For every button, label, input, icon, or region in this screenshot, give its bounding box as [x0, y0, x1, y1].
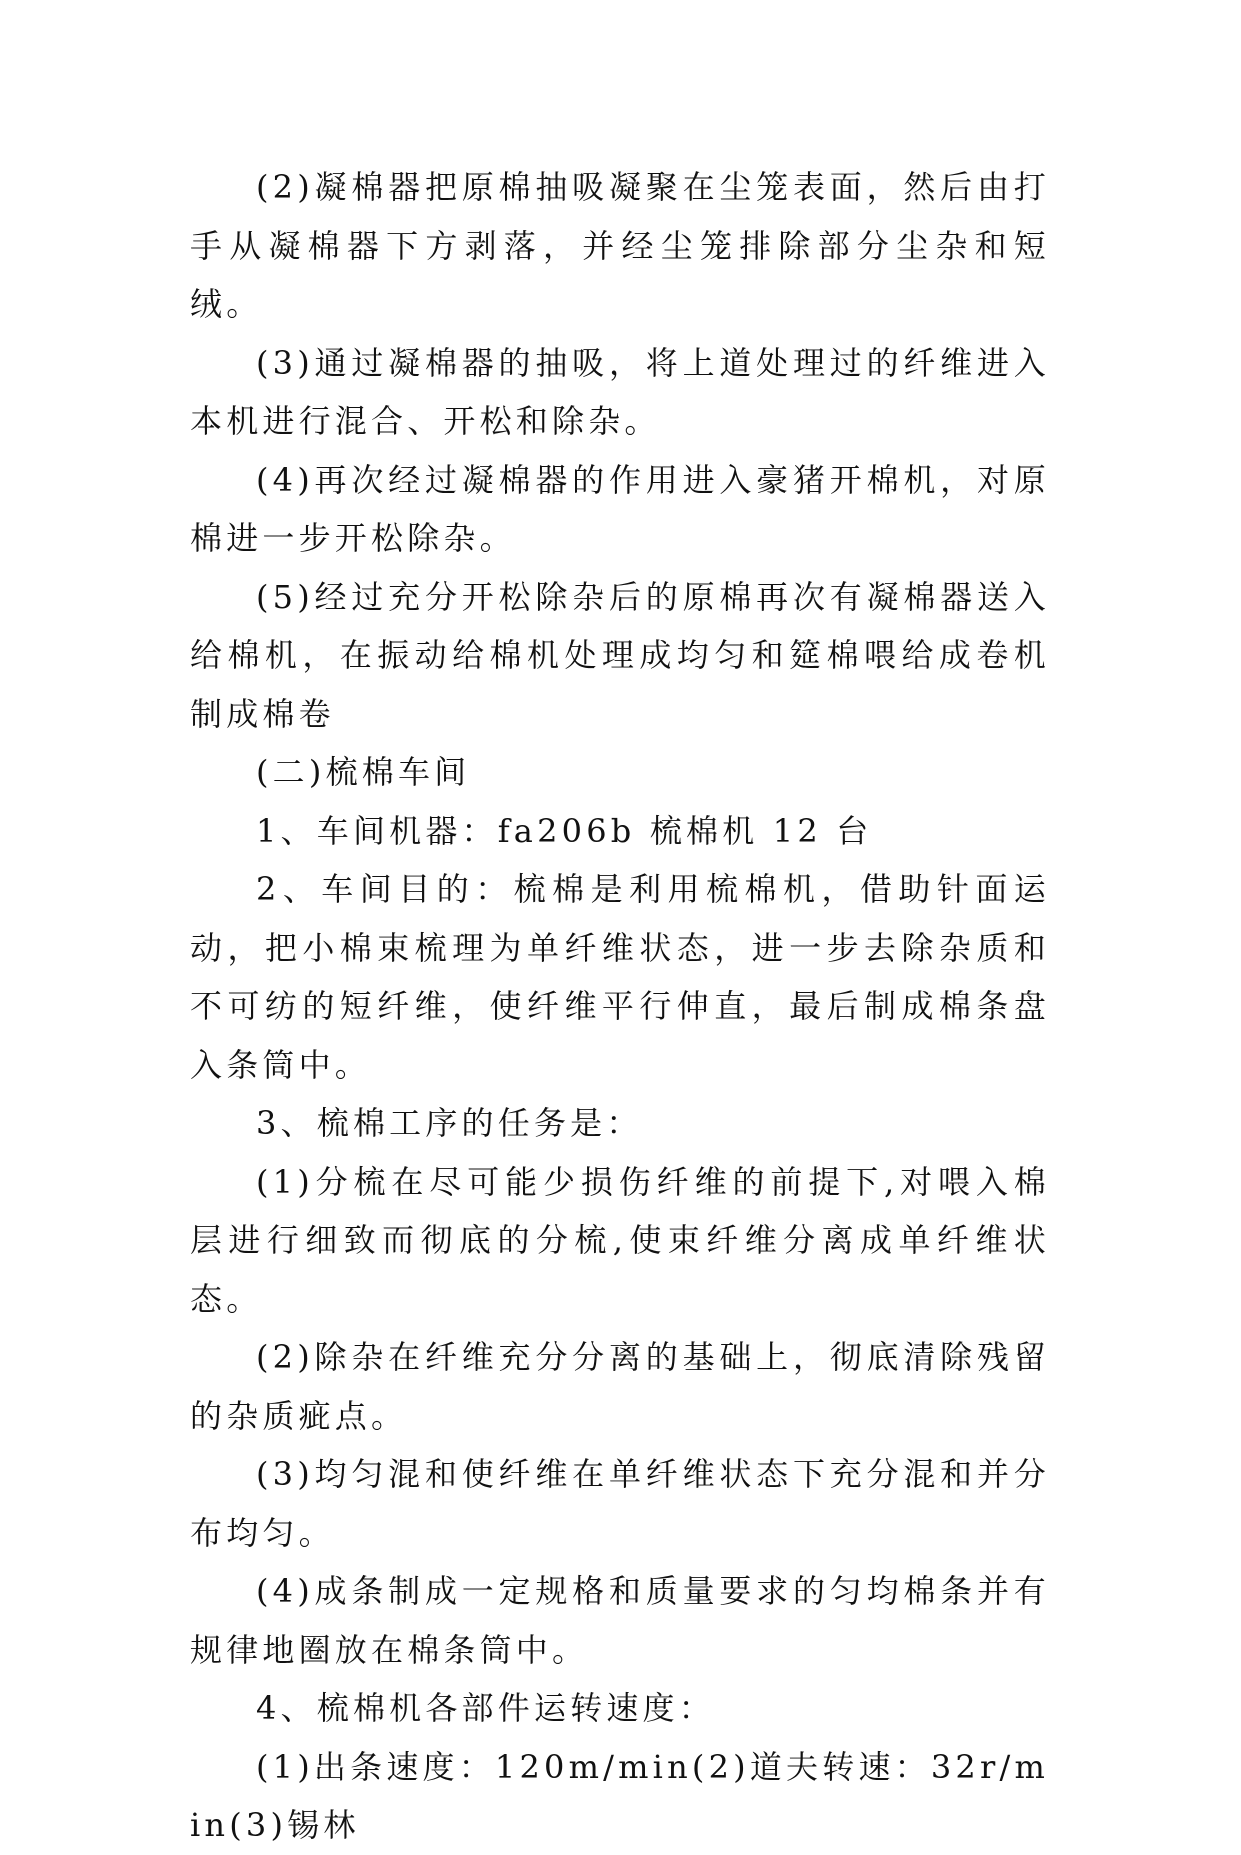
- paragraph-task-mixing: (3)均匀混和使纤维在单纤维状态下充分混和并分布均匀。: [190, 1455, 1050, 1552]
- paragraph-carding-tasks-heading: 3、梳棉工序的任务是：: [256, 1104, 643, 1142]
- section-heading-carding-workshop: (二)梳棉车间: [256, 753, 471, 791]
- paragraph-task-carding: (1)分梳在尽可能少损伤纤维的前提下,对喂入棉层进行细致而彻底的分梳,使束纤维分离成单纤维状态。: [190, 1162, 1050, 1318]
- paragraph-task-impurity-removal: (2)除杂在纤维充分分离的基础上，彻底清除残留的杂质疵点。: [190, 1338, 1050, 1435]
- paragraph-condenser-3: (3)通过凝棉器的抽吸，将上道处理过的纤维进入本机进行混合、开松和除杂。: [190, 343, 1050, 440]
- paragraph-condenser-2: (2)凝棉器把原棉抽吸凝聚在尘笼表面，然后由打手从凝棉器下方剥落，并经尘笼排除部分尘杂和短绒。: [190, 168, 1050, 323]
- paragraph-speeds-values: (1)出条速度：120m/min(2)道夫转速：32r/min(3)锡林: [190, 1747, 1049, 1844]
- paragraph-workshop-machines: 1、车间机器：fa206b 梳棉机 12 台: [256, 811, 873, 850]
- paragraph-speeds-heading: 4、梳棉机各部件运转速度：: [256, 1689, 715, 1727]
- paragraph-condenser-5: (5)经过充分开松除杂后的原棉再次有凝棉器送入给棉机，在振动给棉机处理成均匀和筵棉喂给成卷机制成棉卷: [190, 577, 1050, 733]
- document-body: [190, 158, 1050, 1855]
- paragraph-workshop-purpose: 2、车间目的：梳棉是利用梳棉机，借助针面运动，把小棉束梳理为单纤维状态，进一步去除杂质和不可纺的短纤维，使纤维平行伸直，最后制成棉条盘入条筒中。: [190, 870, 1050, 1084]
- paragraph-condenser-4: (4)再次经过凝棉器的作用进入豪猪开棉机，对原棉进一步开松除杂。: [190, 460, 1050, 557]
- paragraph-task-sliver-forming: (4)成条制成一定规格和质量要求的匀均棉条并有规律地圈放在棉条筒中。: [190, 1572, 1050, 1669]
